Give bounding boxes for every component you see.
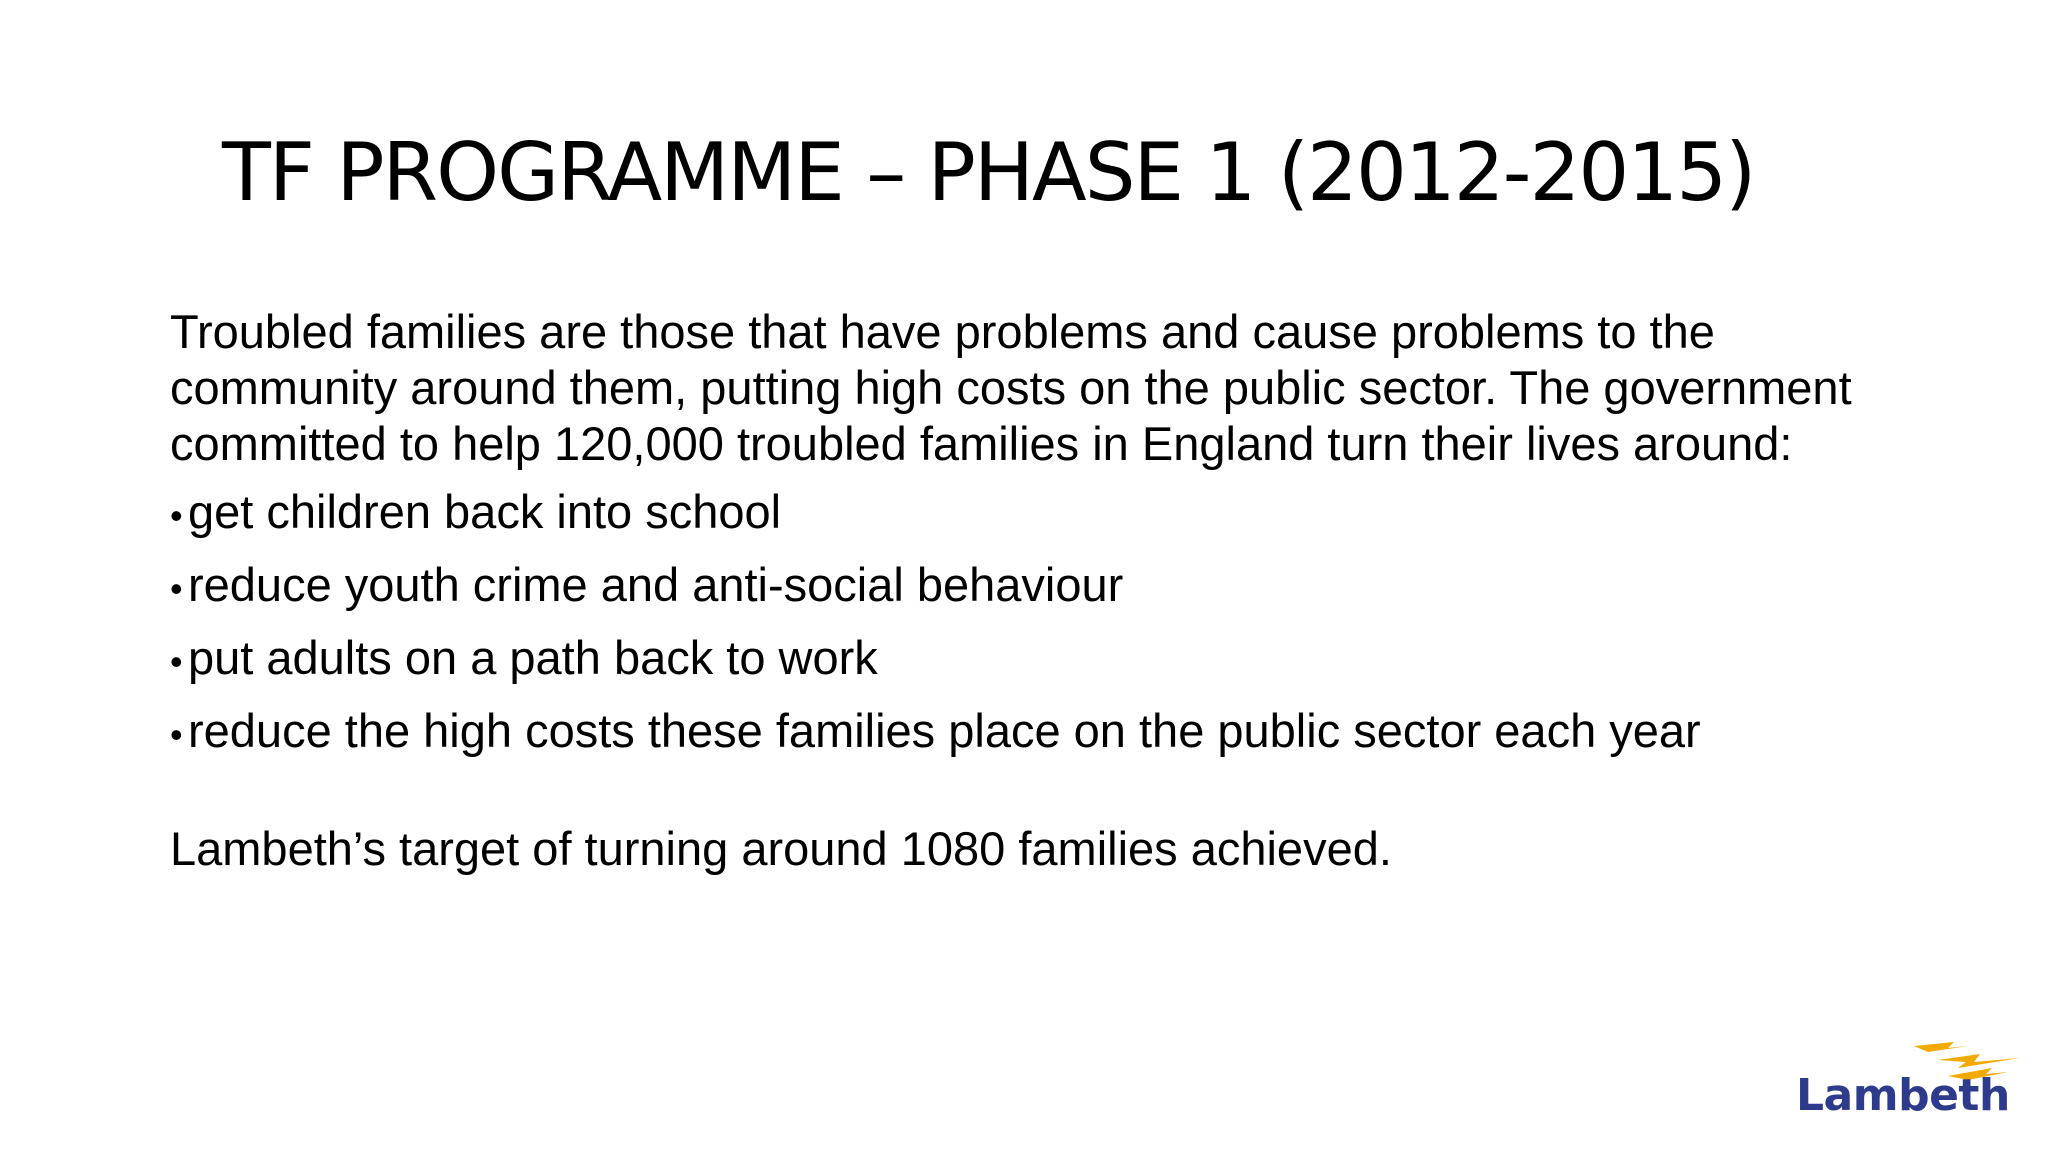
- bullet-text: get children back into school: [188, 485, 782, 538]
- bullet-item-youth-crime: [170, 557, 1910, 617]
- intro-paragraph: Troubled families are those that have problems and cause problems to the community around them, putting high costs on the public sector. The government committed to help 120,000 troubled families in England turn their lives around:: [170, 305, 1852, 470]
- bullet-icon: •: [170, 641, 183, 682]
- bullet-list: [170, 484, 1910, 763]
- closing-statement: Lambeth’s target of turning around 1080 families achieved.: [170, 822, 1392, 875]
- bullet-text: reduce youth crime and anti-social behaviour: [188, 558, 1124, 611]
- bullet-icon: •: [170, 568, 183, 609]
- bullet-text: put adults on a path back to work: [188, 631, 878, 684]
- bullet-icon: •: [170, 495, 183, 536]
- bullet-item-costs: [170, 703, 1910, 763]
- slide-body: [170, 304, 1910, 877]
- bullet-icon: •: [170, 714, 183, 755]
- slide-title: TF PROGRAMME – PHASE 1 (2012-2015): [222, 126, 1755, 219]
- lambeth-logo: [1788, 1038, 2028, 1138]
- logo-wordmark: Lambeth: [1796, 1070, 2010, 1121]
- bullet-item-work: [170, 630, 1910, 690]
- bullet-text: reduce the high costs these families place on the public sector each year: [188, 704, 1701, 757]
- bullet-item-school: [170, 484, 1910, 544]
